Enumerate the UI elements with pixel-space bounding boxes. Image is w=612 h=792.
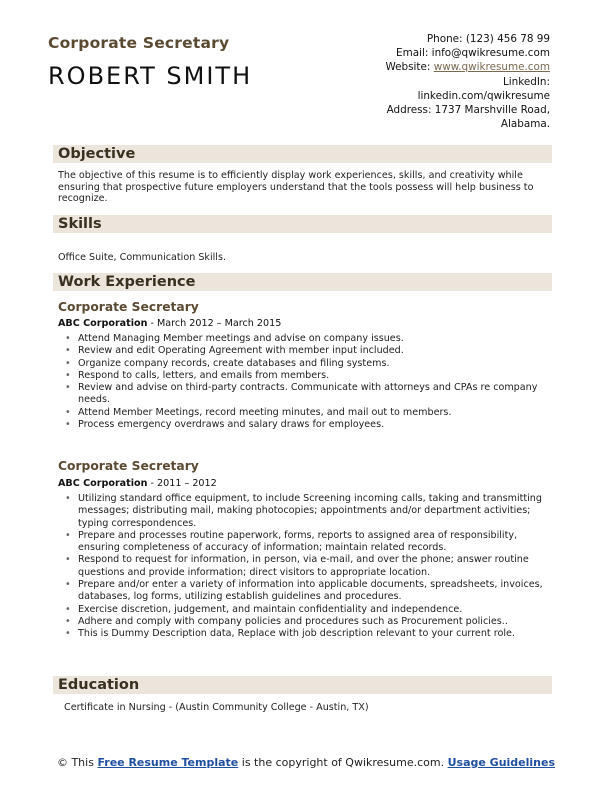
- list-item: • Respond to request for information, in person, via e-mail, and over the phone; answer routine questions and provide information; direct visitors to appropriate location.: [62, 554, 550, 579]
- header-left: [48, 34, 252, 90]
- list-item: • Adhere and comply with company policies and procedures such as Procurement policies..: [62, 616, 550, 628]
- footer-copyright: [0, 756, 612, 770]
- job-2-company-line: [58, 478, 217, 489]
- section-objective-heading: Objective: [53, 145, 552, 163]
- job-2-title: Corporate Secretary: [58, 459, 199, 473]
- usage-guidelines-link[interactable]: Usage Guidelines: [447, 756, 556, 769]
- list-item: • Respond to calls, letters, and emails from members.: [62, 370, 550, 382]
- education-text: Certificate in Nursing - (Austin Community College - Austin, TX): [64, 702, 369, 713]
- list-item: • Attend Member Meetings, record meeting minutes, and mail out to members.: [62, 407, 550, 419]
- list-item: • Process emergency overdraws and salary draws for employees.: [62, 419, 550, 431]
- website-label: Website:: [385, 61, 434, 74]
- job-2-bullet-list: [62, 493, 550, 641]
- list-item: • Organize company records, create databases and filing systems.: [62, 358, 550, 370]
- free-resume-template-link[interactable]: Free Resume Template: [97, 756, 239, 769]
- contact-block: [385, 32, 550, 131]
- linkedin-value: linkedin.com/qwikresume: [417, 89, 550, 102]
- footer-middle: is the copyright of Qwikresume.com.: [238, 756, 448, 769]
- job-1-company: ABC Corporation: [58, 318, 148, 329]
- contact-email: Email: info@qwikresume.com: [396, 47, 550, 60]
- contact-phone: Phone: (123) 456 78 99: [426, 33, 550, 45]
- job-1-dates: - March 2012 – March 2015: [147, 318, 282, 329]
- section-skills-heading: Skills: [53, 215, 552, 233]
- header-job-title: Corporate Secretary: [48, 34, 230, 52]
- linkedin-label: LinkedIn:: [502, 75, 550, 88]
- list-item: • Utilizing standard office equipment, to include Screening incoming calls, taking and transmitting messages; distributing mail, making photocopies; appointments and/or department activities; typing correspondences.: [62, 493, 550, 530]
- list-item: • Attend Managing Member meetings and advise on company issues.: [62, 333, 550, 345]
- job-1-bullet-list: [62, 333, 550, 431]
- footer-prefix: © This: [56, 756, 98, 769]
- job-1-company-line: [58, 318, 281, 329]
- job-2-dates: - 2011 – 2012: [147, 478, 217, 489]
- address-line-2: Alabama.: [500, 118, 550, 131]
- address-line-1: Address: 1737 Marshville Road,: [386, 104, 550, 117]
- contact-website: [385, 60, 550, 74]
- skills-text: Office Suite, Communication Skills.: [58, 252, 227, 263]
- section-work-heading: Work Experience: [53, 273, 552, 291]
- job-1-title: Corporate Secretary: [58, 300, 199, 314]
- list-item: • Prepare and processes routine paperwork, forms, reports to assigned area of responsibility, ensuring completeness of accuracy of information; maintain related records.: [62, 530, 550, 555]
- job-2-company: ABC Corporation: [58, 478, 148, 489]
- objective-text: The objective of this resume is to efficiently display work experiences, skills, and creativity while ensuring that prospective future employers understand that the tools possess will help business to recognize.: [58, 170, 534, 205]
- list-item: • This is Dummy Description data, Replace with job description relevant to your current role.: [62, 628, 550, 640]
- list-item: • Review and advise on third-party contracts. Communicate with attorneys and CPAs re company needs.: [62, 382, 550, 407]
- list-item: • Prepare and/or enter a variety of information into applicable documents, spreadsheets, invoices, databases, log forms, utilizing establish guidelines and procedures.: [62, 579, 550, 604]
- website-link[interactable]: www.qwikresume.com: [433, 61, 550, 74]
- list-item: • Exercise discretion, judgement, and maintain confidentiality and independence.: [62, 604, 550, 616]
- candidate-name: ROBERT SMITH: [48, 62, 253, 90]
- section-education-heading: Education: [53, 676, 552, 694]
- list-item: • Review and edit Operating Agreement with member input included.: [62, 345, 550, 357]
